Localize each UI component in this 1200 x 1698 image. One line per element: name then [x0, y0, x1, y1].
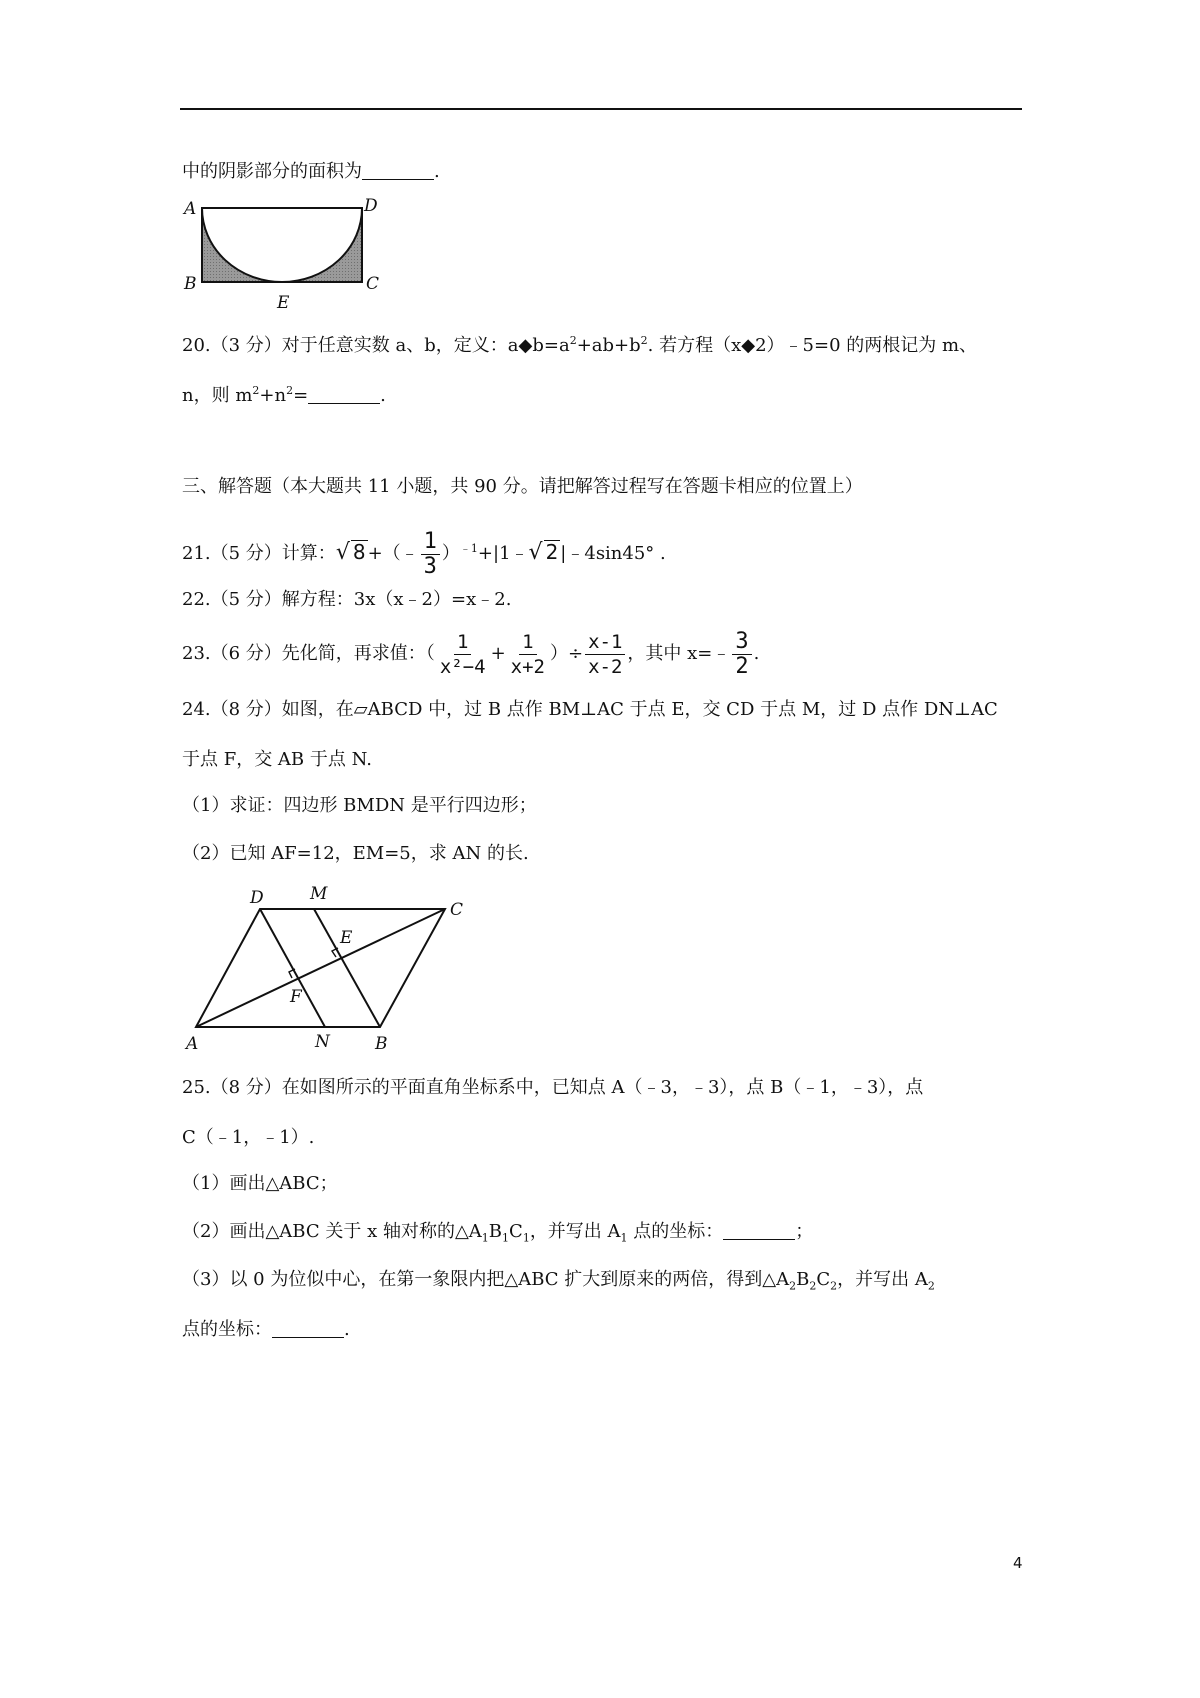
q25-part2	[182, 1220, 813, 1244]
label-n: N	[315, 1032, 330, 1052]
numerator: 1	[421, 530, 440, 555]
diagonal-ac	[196, 909, 445, 1027]
q25-text: （3）以 0 为位似中心，在第一象限内把△ABC 扩大到原来的两倍，得到△A	[182, 1269, 790, 1290]
label-c: C	[450, 900, 464, 920]
q20-text: +n	[259, 385, 287, 406]
answer-blank	[723, 1221, 795, 1240]
q20-text: +ab+b	[576, 335, 641, 356]
q25-text: （2）画出△ABC 关于 x 轴对称的△A	[182, 1221, 482, 1242]
answer-blank	[362, 161, 434, 180]
semicolon: ；	[795, 1221, 814, 1242]
q21-text: 21.（5 分）计算：	[182, 543, 336, 564]
q25-part3	[182, 1268, 935, 1292]
q25-text: B	[796, 1269, 810, 1290]
label-d: D	[364, 196, 378, 216]
shaded-region-left	[202, 208, 282, 282]
q19-text: 中的阴影部分的面积为	[182, 161, 362, 182]
figure-semicircle	[180, 196, 380, 316]
superscript: 2	[640, 334, 648, 347]
radical-sign: √	[335, 540, 350, 565]
numerator: 1	[519, 630, 536, 655]
superscript: 2	[286, 384, 294, 397]
label-f: F	[290, 987, 302, 1007]
q21-text: |﹣4sin45° .	[560, 543, 666, 564]
q20-text: . 若方程（x◆2）﹣5=0 的两根记为 m、	[647, 335, 978, 356]
q25-line1: 25.（8 分）在如图所示的平面直角坐标系中，已知点 A（﹣3，﹣3），点 B（﹣1，﹣3），点	[182, 1077, 924, 1098]
subscript: 1	[502, 1231, 510, 1245]
label-e: E	[277, 293, 290, 313]
numerator: 1	[454, 630, 471, 655]
label-a: A	[184, 199, 197, 219]
period: .	[434, 161, 440, 182]
fraction	[585, 630, 625, 679]
q23-text: .	[753, 643, 760, 664]
label-m: M	[310, 884, 328, 904]
denominator: x-2	[588, 655, 623, 678]
q25-part1: （1）画出△ABC；	[182, 1173, 338, 1194]
label-e: E	[340, 928, 353, 948]
q25-text: ，并写出 A	[529, 1221, 621, 1242]
superscript: 2	[252, 384, 260, 397]
label-c: C	[366, 274, 380, 294]
page-number: 4	[1013, 1554, 1023, 1572]
denominator: 3	[423, 553, 437, 579]
q20-text: =	[293, 385, 309, 406]
q20-text: n，则 m	[182, 385, 253, 406]
q23-text: 23.（6 分）先化简，再求值：（	[182, 643, 435, 664]
q25-text: ，并写出 A	[837, 1269, 928, 1290]
numerator: x-1	[585, 630, 625, 655]
q22-line: 22.（5 分）解方程：3x（x﹣2）=x﹣2.	[182, 589, 512, 610]
subscript: 1	[522, 1231, 530, 1245]
q25-text: C	[816, 1269, 831, 1290]
fraction	[508, 630, 548, 679]
q23-text: ，其中 x=﹣	[627, 643, 731, 664]
answer-blank	[308, 385, 380, 404]
q25-text: 点的坐标：	[627, 1221, 724, 1242]
q24-line2: 于点 F，交 AB 于点 N.	[182, 749, 372, 770]
q25-part3-cont	[182, 1318, 350, 1342]
q24-line1: 24.（8 分）如图，在▱ABCD 中，过 B 点作 BM⊥AC 于点 E，交 CD 于点 M，过 D 点作 DN⊥AC	[182, 699, 998, 720]
fraction	[421, 530, 440, 579]
figure-parallelogram	[180, 885, 470, 1055]
subscript: 2	[789, 1279, 797, 1293]
shaded-region-right	[282, 208, 362, 282]
sqrt-radicand: 2	[545, 540, 559, 564]
section-heading: 三、解答题（本大题共 11 小题，共 90 分。请把解答过程写在答题卡相应的位置上）	[182, 476, 863, 497]
label-b: B	[184, 274, 197, 294]
label-a: A	[186, 1034, 199, 1054]
q23-text: ）÷	[550, 643, 584, 664]
subscript: 2	[830, 1279, 838, 1293]
superscript: 2	[569, 334, 577, 347]
subscript: 1	[481, 1231, 489, 1245]
exponent: ﹣1	[459, 542, 478, 555]
q23-line	[182, 626, 759, 682]
denominator: x²−4	[439, 655, 486, 678]
subscript: 1	[620, 1231, 628, 1245]
q25-text: 点的坐标：	[182, 1319, 272, 1340]
fraction	[732, 630, 751, 679]
q25-line2: C（﹣1，﹣1）.	[182, 1127, 315, 1148]
q24-part2: （2）已知 AF=12，EM=5，求 AN 的长.	[182, 843, 529, 864]
q21-text: +|1﹣	[477, 543, 529, 564]
fraction	[437, 630, 489, 679]
q20-line2	[182, 384, 386, 408]
denominator: 2	[735, 653, 749, 679]
segment-dn	[260, 909, 325, 1027]
q21-line	[182, 528, 666, 578]
period: .	[344, 1319, 350, 1340]
q20-line1	[182, 334, 977, 358]
q20-text: 20.（3 分）对于任意实数 a、b，定义：a◆b=a	[182, 335, 570, 356]
subscript: 2	[809, 1279, 817, 1293]
q19-answer-line	[182, 160, 440, 184]
denominator: x+2	[510, 655, 545, 678]
sqrt-radicand: 8	[352, 540, 366, 564]
numerator: 3	[732, 630, 751, 655]
q25-text: B	[488, 1221, 503, 1242]
subscript: 2	[927, 1279, 935, 1293]
q21-text: +（﹣	[367, 543, 419, 564]
q25-text: C	[509, 1221, 523, 1242]
header-rule	[180, 108, 1022, 110]
radical-sign: √	[528, 540, 543, 565]
period: .	[380, 385, 386, 406]
q24-part1: （1）求证：四边形 BMDN 是平行四边形；	[182, 795, 537, 816]
label-b: B	[375, 1034, 388, 1054]
answer-blank	[272, 1319, 344, 1338]
q21-text: ）	[441, 543, 460, 564]
segment-bm	[314, 909, 380, 1027]
label-d: D	[250, 888, 264, 908]
q23-text: +	[490, 643, 506, 664]
